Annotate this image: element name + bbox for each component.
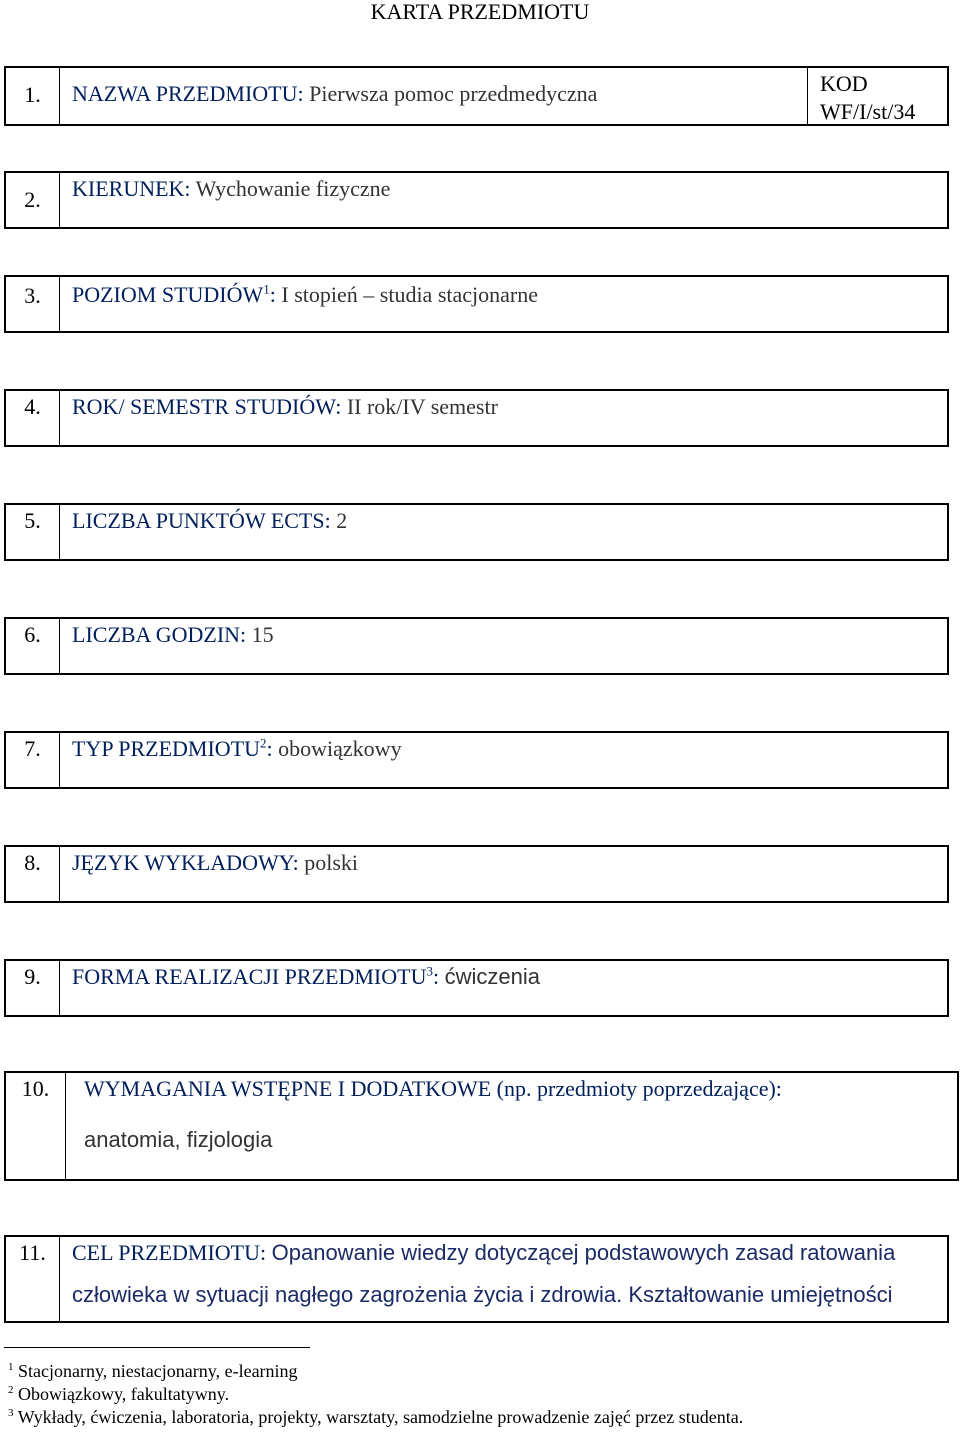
row-number: 11. bbox=[6, 1237, 60, 1321]
footnote-text: Stacjonarny, niestacjonarny, e-learning bbox=[18, 1361, 298, 1381]
footnote-3 bbox=[8, 1407, 743, 1427]
row-number: 4. bbox=[6, 391, 60, 445]
footnote-2 bbox=[8, 1384, 229, 1404]
row-ects bbox=[4, 503, 949, 561]
row-number: 9. bbox=[6, 961, 60, 1015]
kod-label: KOD bbox=[820, 71, 868, 96]
row-language bbox=[4, 845, 949, 903]
footnote-text: Wykłady, ćwiczenia, laboratoria, projekty, warsztaty, samodzielne prowadzenie zajęć przez studenta. bbox=[17, 1407, 744, 1427]
row-label-colon: : bbox=[432, 964, 440, 989]
row-field-of-study bbox=[4, 171, 949, 229]
kod-value: WF/I/st/34 bbox=[820, 99, 916, 124]
kod-cell bbox=[807, 68, 947, 124]
row-study-level bbox=[4, 275, 949, 333]
row-value: obowiązkowy bbox=[278, 736, 402, 761]
row-value: anatomia, fizjologia bbox=[84, 1127, 273, 1152]
row-number: 1. bbox=[6, 68, 60, 124]
row-number: 7. bbox=[6, 733, 60, 787]
row-label: TYP PRZEDMIOTU bbox=[72, 736, 261, 761]
row-label: FORMA REALIZACJI PRZEDMIOTU bbox=[72, 964, 427, 989]
page-title: KARTA PRZEDMIOTU bbox=[370, 0, 590, 24]
row-label-colon: : bbox=[266, 736, 273, 761]
row-value: Pierwsza pomoc przedmedyczna bbox=[309, 81, 598, 106]
row-number: 6. bbox=[6, 619, 60, 673]
row-value: 15 bbox=[251, 622, 274, 647]
row-number: 8. bbox=[6, 847, 60, 901]
footnote-number: 2 bbox=[8, 1384, 14, 1396]
row-value: polski bbox=[304, 850, 358, 875]
row-value: Wychowanie fizyczne bbox=[195, 176, 391, 201]
row-course-objective bbox=[4, 1235, 949, 1323]
footnote-number: 3 bbox=[8, 1407, 14, 1419]
row-number: 2. bbox=[6, 173, 60, 227]
row-label: ROK/ SEMESTR STUDIÓW: bbox=[72, 394, 342, 419]
row-prerequisites bbox=[4, 1071, 959, 1181]
footnote-ref: 2 bbox=[260, 735, 267, 751]
row-label: POZIOM STUDIÓW bbox=[72, 282, 264, 307]
row-value: 2 bbox=[336, 508, 348, 533]
row-year-semester bbox=[4, 389, 949, 447]
row-value: ćwiczenia bbox=[444, 964, 540, 989]
row-label: JĘZYK WYKŁADOWY: bbox=[72, 850, 299, 875]
row-label: NAZWA PRZEDMIOTU: bbox=[72, 81, 304, 106]
footnote-number: 1 bbox=[8, 1361, 14, 1373]
row-label: WYMAGANIA WSTĘPNE I DODATKOWE (np. przedmioty poprzedzające): bbox=[84, 1076, 782, 1101]
footnote-ref: 3 bbox=[426, 963, 433, 979]
footnote-separator bbox=[4, 1347, 310, 1348]
row-value: II rok/IV semestr bbox=[346, 394, 498, 419]
row-value: Opanowanie wiedzy dotyczącej podstawowych zasad ratowania bbox=[271, 1240, 896, 1265]
row-course-name bbox=[4, 66, 949, 126]
row-label: CEL PRZEDMIOTU: bbox=[72, 1240, 267, 1265]
row-label: LICZBA PUNKTÓW ECTS: bbox=[72, 508, 331, 533]
row-label: KIERUNEK: bbox=[72, 176, 191, 201]
row-value: I stopień – studia stacjonarne bbox=[281, 282, 538, 307]
footnote-1 bbox=[8, 1361, 298, 1381]
row-delivery-form bbox=[4, 959, 949, 1017]
row-course-type bbox=[4, 731, 949, 789]
row-label-colon: : bbox=[269, 282, 276, 307]
row-value-continued: człowieka w sytuacji nagłego zagrożenia życia i zdrowia. Kształtowanie umiejętności bbox=[72, 1282, 893, 1307]
row-number: 5. bbox=[6, 505, 60, 559]
row-hours bbox=[4, 617, 949, 675]
row-number: 10. bbox=[6, 1073, 66, 1179]
row-label: LICZBA GODZIN: bbox=[72, 622, 247, 647]
footnote-ref: 1 bbox=[263, 281, 270, 297]
footnote-text: Obowiązkowy, fakultatywny. bbox=[18, 1384, 230, 1404]
row-number: 3. bbox=[6, 277, 60, 331]
